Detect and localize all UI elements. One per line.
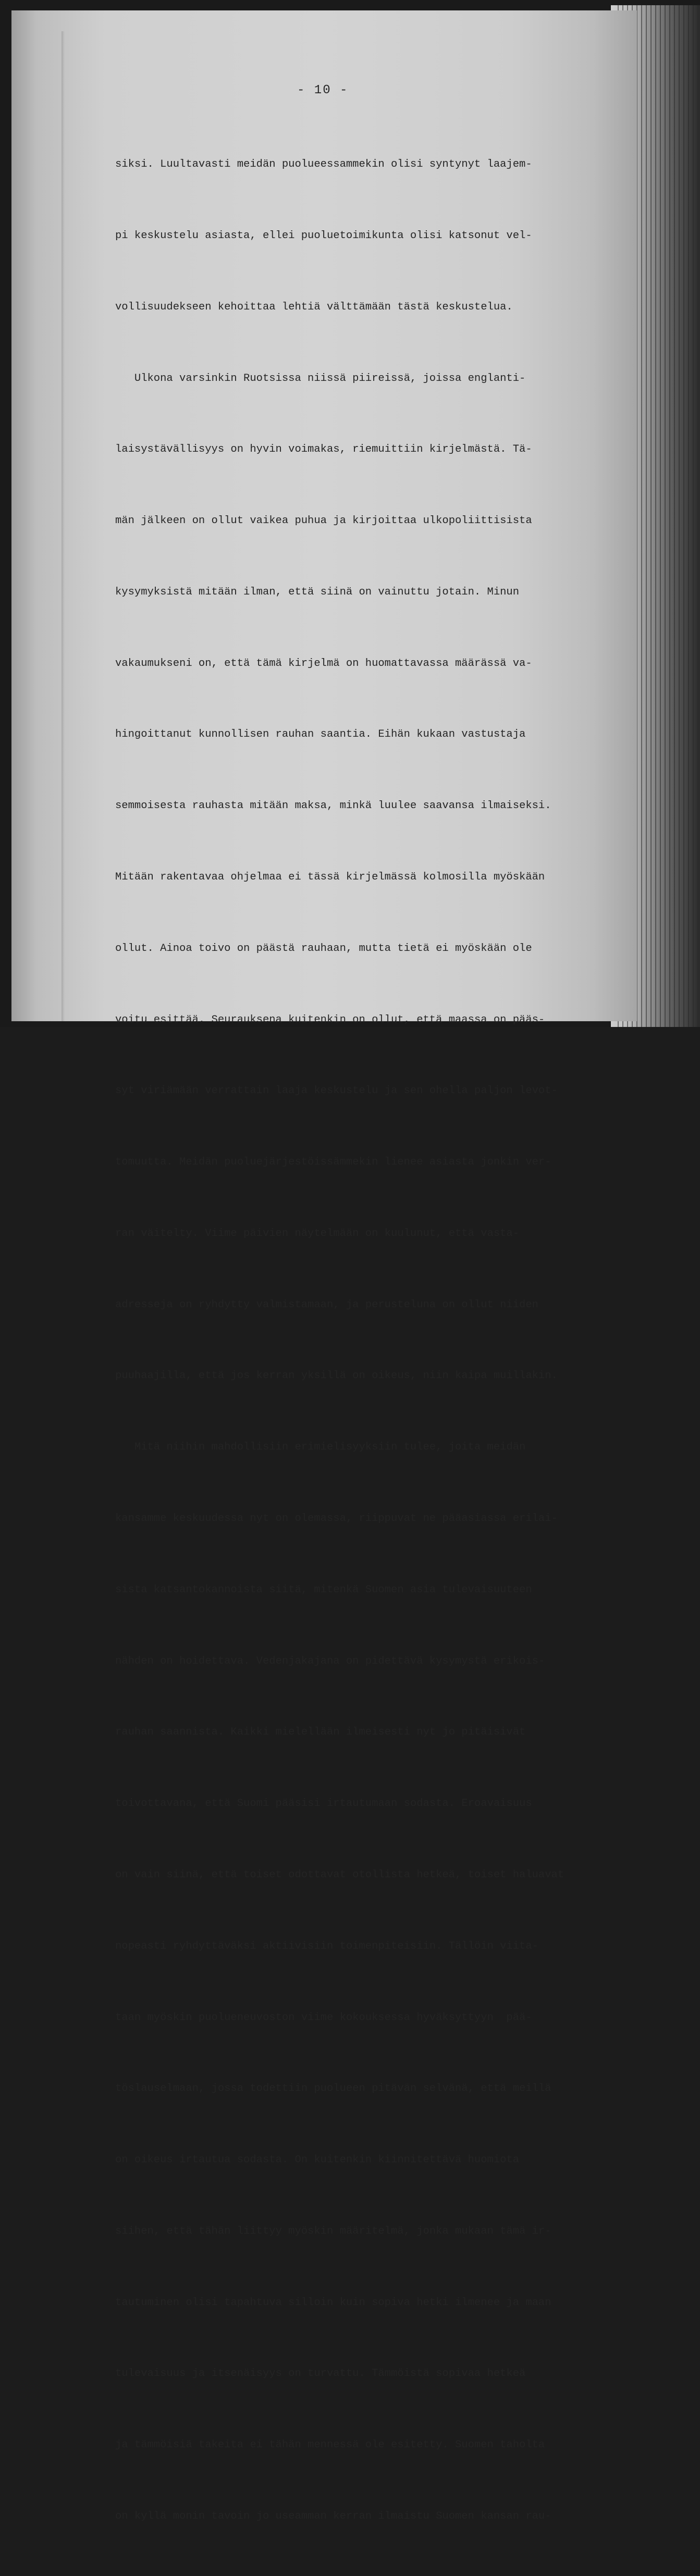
- text-line: kansamme keskuudessa nyt on olemassa, riippuvat ne pääasiassa erilai-: [115, 1513, 558, 1525]
- text-line: rauhan saannista. Kaikki mielellään ilmeisesti nyt jo pitäisivät: [115, 1726, 526, 1739]
- text-line: pi keskustelu asiasta, ellei puoluetoimikunta olisi katsonut vel-: [115, 229, 532, 242]
- text-line: vakaumukseni on, että tämä kirjelmä on huomattavassa määrässä va-: [115, 657, 532, 670]
- text-line: siihen, että tähän liittyy myöskin määritelmä, jonka mukaan tämä ir-: [115, 2225, 551, 2237]
- text-line: syt viriämään verrattain laaja keskustelu ja sen ohella paljon levot-: [115, 1085, 558, 1097]
- text-line: vollisuudekseen kehoittaa lehtiä välttämään tästä keskustelua.: [115, 301, 513, 313]
- text-line: tulevaisuus ja itsenäisyys on turvattu. Tämmöistä sopivaa hetkeä: [115, 2368, 526, 2380]
- text-line: sista katsantokannoista siitä, mitenkä Suomen asia tulevaisuuteen: [115, 1583, 532, 1596]
- text-line: toivottavana, että Suomi pääsisi irtautumaan sodasta. Eroavaisuus: [115, 1798, 532, 1810]
- text-line: ja tämmöisiä takeita ei tähän mennessä ole esitetty. Suomen taholta: [115, 2439, 545, 2451]
- page-gutter-shadow: [62, 31, 65, 1021]
- text-line: tomuutta. Meidän puoluejärjestöissämmekin lienee asiasta jonkin ver-: [115, 1156, 551, 1169]
- text-line: nähden on hoidettava. Vedenjakajana on pidettävä kysymystä erikois-: [115, 1655, 545, 1667]
- text-line: Mitä niihin mahdollisiin erimielisyyksiin tulee, joita meidän: [115, 1441, 526, 1454]
- text-line: puuhaajilla, että jos kerran yksillä on oikeus, niin kaipa muillakin.: [115, 1370, 558, 1382]
- text-line: on vain siinä, että toiset odottavat otollista hetkeä, toiset haluavat: [115, 1868, 564, 1881]
- text-line: siksi. Luultavasti meidän puolueessammekin olisi syntynyt laajem-: [115, 158, 532, 171]
- text-line: laisystävällisyys on hyvin voimakas, riemuittiin kirjelmästä. Tä-: [115, 443, 532, 456]
- text-line: hingoittanut kunnollisen rauhan saantia. Eihän kukaan vastustaja: [115, 728, 526, 741]
- text-line: nopeasti ryhdyttäväksi aktiivisiin toimenpiteisiin. Tällöin viita-: [115, 1940, 538, 1952]
- text-line: Mitään rakentavaa ohjelmaa ei tässä kirjelmässä kolmosilla myöskään: [115, 871, 545, 883]
- text-line: ran väitelty. Viime päivien näytelmään on kuulunut, että vasta-: [115, 1227, 520, 1240]
- text-line: adresseja on ryhdytty valmistamaan, ja perusteluna on ollut niiden: [115, 1298, 538, 1311]
- text-line: tautuminen olisi tapahtuva silloin kuin sopiva hetki ilmenee ja maan: [115, 2296, 551, 2309]
- page-number: - 10 -: [297, 83, 349, 97]
- text-line: Ulkona varsinkin Ruotsissa niissä piireissä, joissa englanti-: [115, 372, 526, 385]
- text-line: semmoisesta rauhasta mitään maksa, minkä luulee saavansa ilmaiseksi.: [115, 800, 551, 812]
- text-line: töslauselmaan, jossa todettiin puolueen pitävän selvänä, että meillä: [115, 2083, 551, 2095]
- text-line: taan myöskin puolueneuvoston viime kokouksessa hyväksyttyyn pää-: [115, 2011, 532, 2024]
- text-line: män jälkeen on ollut vaikea puhua ja kirjoittaa ulkopoliittisista: [115, 515, 532, 527]
- text-line: voitu esittää. Seurauksena kuitenkin on ollut, että maassa on pääs-: [115, 1013, 545, 1026]
- typewritten-body: [115, 105, 595, 2576]
- text-line: on kyllä monin tavoin jo useamman kerran ilmaistu Suomen kansan rau-: [115, 2510, 551, 2522]
- text-line: on oikeus irtautua sodasta. On kuitenkin kiinnitettävä huomiota: [115, 2154, 520, 2166]
- text-line: ollut. Ainoa toivo on päästä rauhaan, mutta tietä ei myöskään ole: [115, 942, 532, 955]
- text-line: kysymyksistä mitään ilman, että siinä on vainuttu jotain. Minun: [115, 586, 520, 598]
